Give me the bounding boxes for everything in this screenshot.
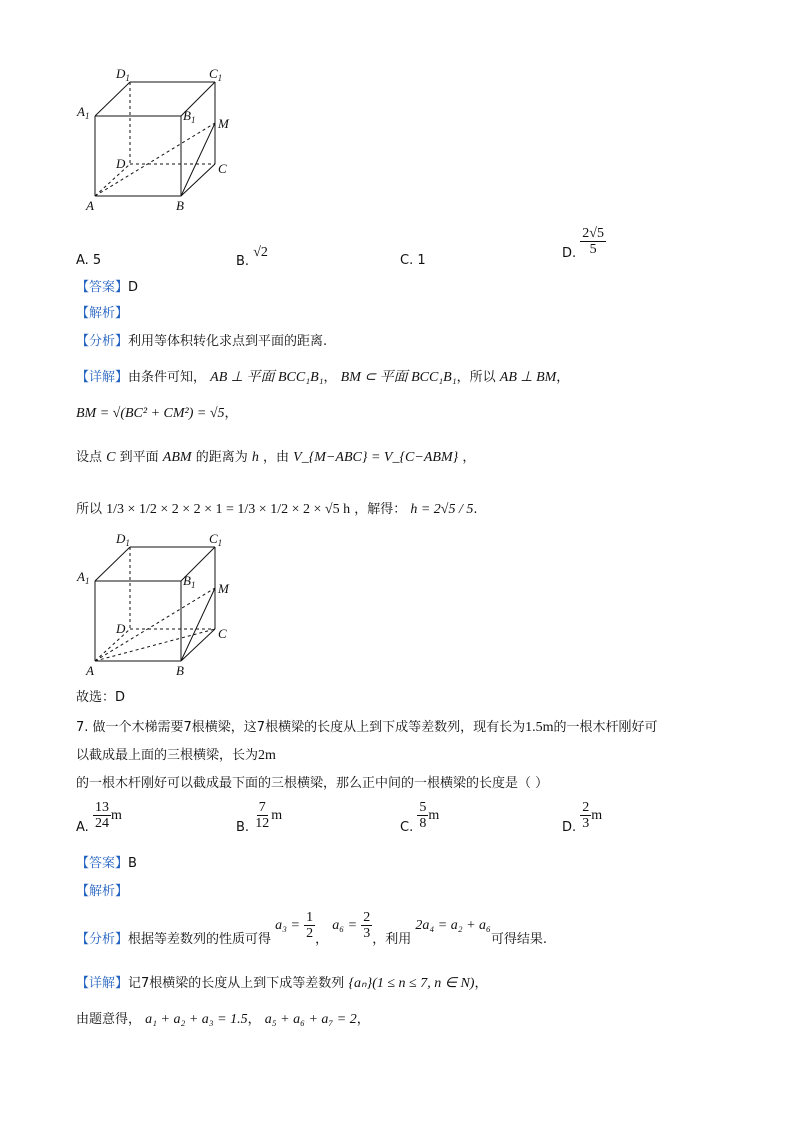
label-a: A: [86, 663, 94, 678]
q7-option-b: B. $\frac{7}{12}$ m: [236, 800, 283, 835]
q6-detail-line3: 设点 C 到平面 ABM 的距离为 h ，由 V_{M−ABC} = V_{C−ABM} ，: [76, 450, 476, 465]
cube-figure-2: [70, 527, 250, 682]
q7-answer: 【答案】B: [76, 856, 137, 871]
label-m: M: [218, 581, 229, 596]
label-m: M: [218, 116, 229, 131]
q6-analysis-tag: 【解析】: [76, 306, 129, 321]
label-a1: $A_1$: [77, 104, 90, 121]
label-c: C: [218, 626, 227, 641]
label-a: A: [86, 198, 94, 213]
q7-option-a: A. $\frac{13}{24}$ m: [76, 800, 122, 835]
label-d1: $D_1$: [116, 531, 130, 548]
q6-fenxi: 【分析】利用等体积转化求点到平面的距离.: [76, 334, 328, 349]
q7-option-c: C. $\frac{5}{8}$ m: [400, 800, 440, 835]
label-d1: $D_1$: [116, 66, 130, 83]
q6-detail-line1: 【详解】由条件可知， AB ⊥ 平面 BCC₁B₁， BM ⊂ 平面 BCC₁B₁，所以 AB ⊥ BM，: [76, 370, 570, 385]
q6-option-d: D. $\frac{2√5}{5}$: [562, 226, 604, 261]
label-b1: $B_1$: [183, 573, 196, 590]
label-b: B: [176, 663, 184, 678]
q6-detail-line4: 所以 1/3 × 1/2 × 2 × 2 × 1 = 1/3 × 1/2 × 2 × √5 h ，解得： h = 2√5 / 5.: [76, 502, 478, 517]
label-b1: $B_1$: [183, 108, 196, 125]
q6-option-a: A. 5: [76, 253, 102, 268]
q6-option-b: B. √2: [236, 245, 268, 269]
label-b: B: [176, 198, 184, 213]
q7-detail-line1: 【详解】记7根横梁的长度从上到下成等差数列 {aₙ}(1 ≤ n ≤ 7, n ∈ N)，: [76, 976, 488, 991]
q6-option-c: C. 1: [400, 253, 426, 268]
q7-detail-line2: 由题意得， a₁ + a₂ + a₃ = 1.5， a₅ + a₆ + a₇ = 2，: [76, 1012, 370, 1027]
label-a1: $A_1$: [77, 569, 90, 586]
q7-option-d: D. $\frac{2}{3}$ m: [562, 800, 603, 835]
q7-stem-line3: 的一根木杆刚好可以截成最下面的三根横梁，那么正中间的一根横梁的长度是（ ）: [76, 776, 549, 791]
label-c1: $C_1$: [209, 531, 223, 548]
label-d: D: [116, 621, 126, 636]
q7-fenxi: 【分析】根据等差数列的性质可得 a₃ = $\frac{1}{2}$ ， a₆ = $\frac{2}{3}$ ，利用 2a₄ = a₂ + a₆可得结果.: [76, 910, 548, 947]
label-d: D: [116, 156, 126, 171]
q6-bm-formula: BM = √(BC² + CM²) = √5，: [76, 406, 238, 421]
label-c1: $C_1$: [209, 66, 223, 83]
q6-answer: 【答案】D: [76, 280, 139, 295]
cube-figure-1: [70, 62, 250, 217]
q6-choose: 故选：D: [76, 690, 126, 705]
label-c: C: [218, 161, 227, 176]
q7-stem-line1: 7. 做一个木梯需要7根横梁，这7根横梁的长度从上到下成等差数列，现有长为1.5m的一根木杆刚好可: [76, 720, 658, 735]
q7-analysis-tag: 【解析】: [76, 884, 129, 899]
q7-stem-line2: 以截成最上面的三根横梁，长为2m: [76, 748, 276, 763]
